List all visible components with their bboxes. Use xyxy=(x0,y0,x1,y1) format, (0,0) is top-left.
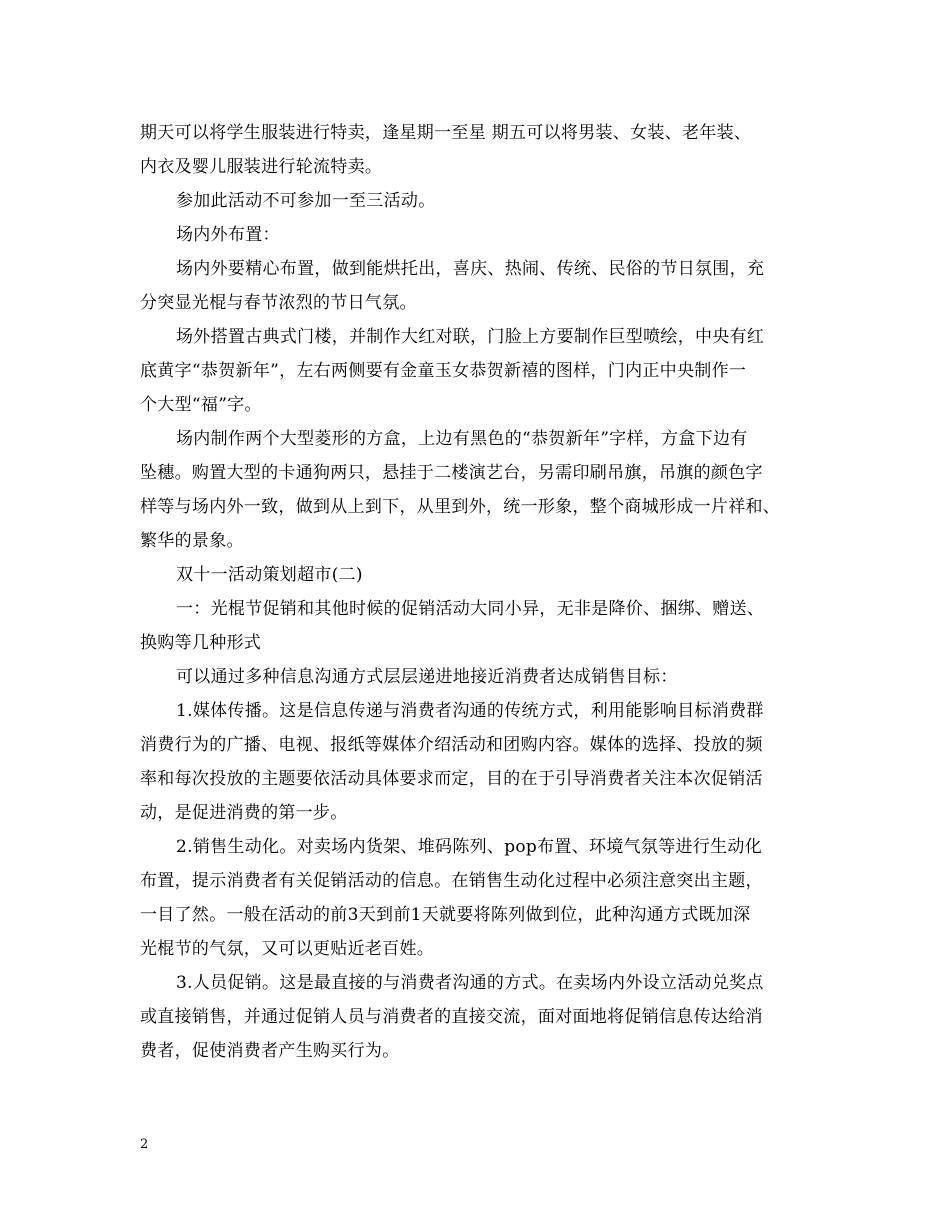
text-line: 光棍节的气氛，又可以更贴近老百姓。 xyxy=(140,939,435,959)
text-line: 可以通过多种信息沟通方式层层递进地接近消费者达成销售目标： xyxy=(176,667,678,687)
text-line: 场内外要精心布置，做到能烘托出，喜庆、热闹、传统、民俗的节日氛围，充 xyxy=(176,259,765,279)
text-line: 消费行为的广播、电视、报纸等媒体介绍活动和团购内容。媒体的选择、投放的频 xyxy=(140,735,763,755)
text-line: 参加此活动不可参加一至三活动。 xyxy=(176,191,436,211)
text-line: 费者，促使消费者产生购买行为。 xyxy=(140,1041,400,1061)
document-body xyxy=(140,116,830,1068)
text-line: 场内外布置： xyxy=(176,225,280,245)
text-line: 1.媒体传播。这是信息传递与消费者沟通的传统方式，利用能影响目标消费群 xyxy=(176,701,764,721)
text-line: 3.人员促销。这是最直接的与消费者沟通的方式。在卖场内外设立活动兑奖点 xyxy=(176,973,764,993)
text-line: 内衣及婴儿服装进行轮流特卖。 xyxy=(140,157,383,177)
text-line: 布置，提示消费者有关促销活动的信息。在销售生动化过程中必须注意突出主题， xyxy=(140,871,763,891)
text-line: 样等与场内外一致，做到从上到下，从里到外，统一形象，整个商城形成一片祥和、 xyxy=(140,497,781,517)
text-line: 动，是促进消费的第一步。 xyxy=(140,803,348,823)
text-line: 场外搭置古典式门楼，并制作大红对联，门脸上方要制作巨型喷绘，中央有红 xyxy=(176,327,765,347)
text-line: 坠穗。购置大型的卡通狗两只，悬挂于二楼演艺台，另需印刷吊旗，吊旗的颜色字 xyxy=(140,463,763,483)
text-line: 换购等几种形式 xyxy=(140,633,262,653)
text-line: 分突显光棍与春节浓烈的节日气氛。 xyxy=(140,293,417,313)
text-line: 双十一活动策划超市(二) xyxy=(176,565,363,585)
text-line: 一：光棍节促销和其他时候的促销活动大同小异，无非是降价、捆绑、赠送、 xyxy=(176,599,765,619)
text-line: 个大型“福”字。 xyxy=(140,395,262,415)
text-line: 场内制作两个大型菱形的方盒，上边有黑色的“恭贺新年”字样，方盒下边有 xyxy=(176,429,748,449)
text-line: 期天可以将学生服装进行特卖，逢星期一至星 期五可以将男装、女装、老年装、 xyxy=(140,123,752,143)
text-line: 一目了然。一般在活动的前3天到前1天就要将陈列做到位，此种沟通方式既加深 xyxy=(140,905,751,925)
text-line: 底黄字“恭贺新年”，左右两侧要有金童玉女恭贺新禧的图样，门内正中央制作一 xyxy=(140,361,747,381)
text-line: 或直接销售，并通过促销人员与消费者的直接交流，面对面地将促销信息传达给消 xyxy=(140,1007,763,1027)
text-line: 率和每次投放的主题要依活动具体要求而定，目的在于引导消费者关注本次促销活 xyxy=(140,769,763,789)
page-number: 2 xyxy=(140,1137,149,1152)
text-line: 2.销售生动化。对卖场内货架、堆码陈列、pop布置、环境气氛等进行生动化 xyxy=(176,837,763,857)
text-line: 繁华的景象。 xyxy=(140,531,244,551)
